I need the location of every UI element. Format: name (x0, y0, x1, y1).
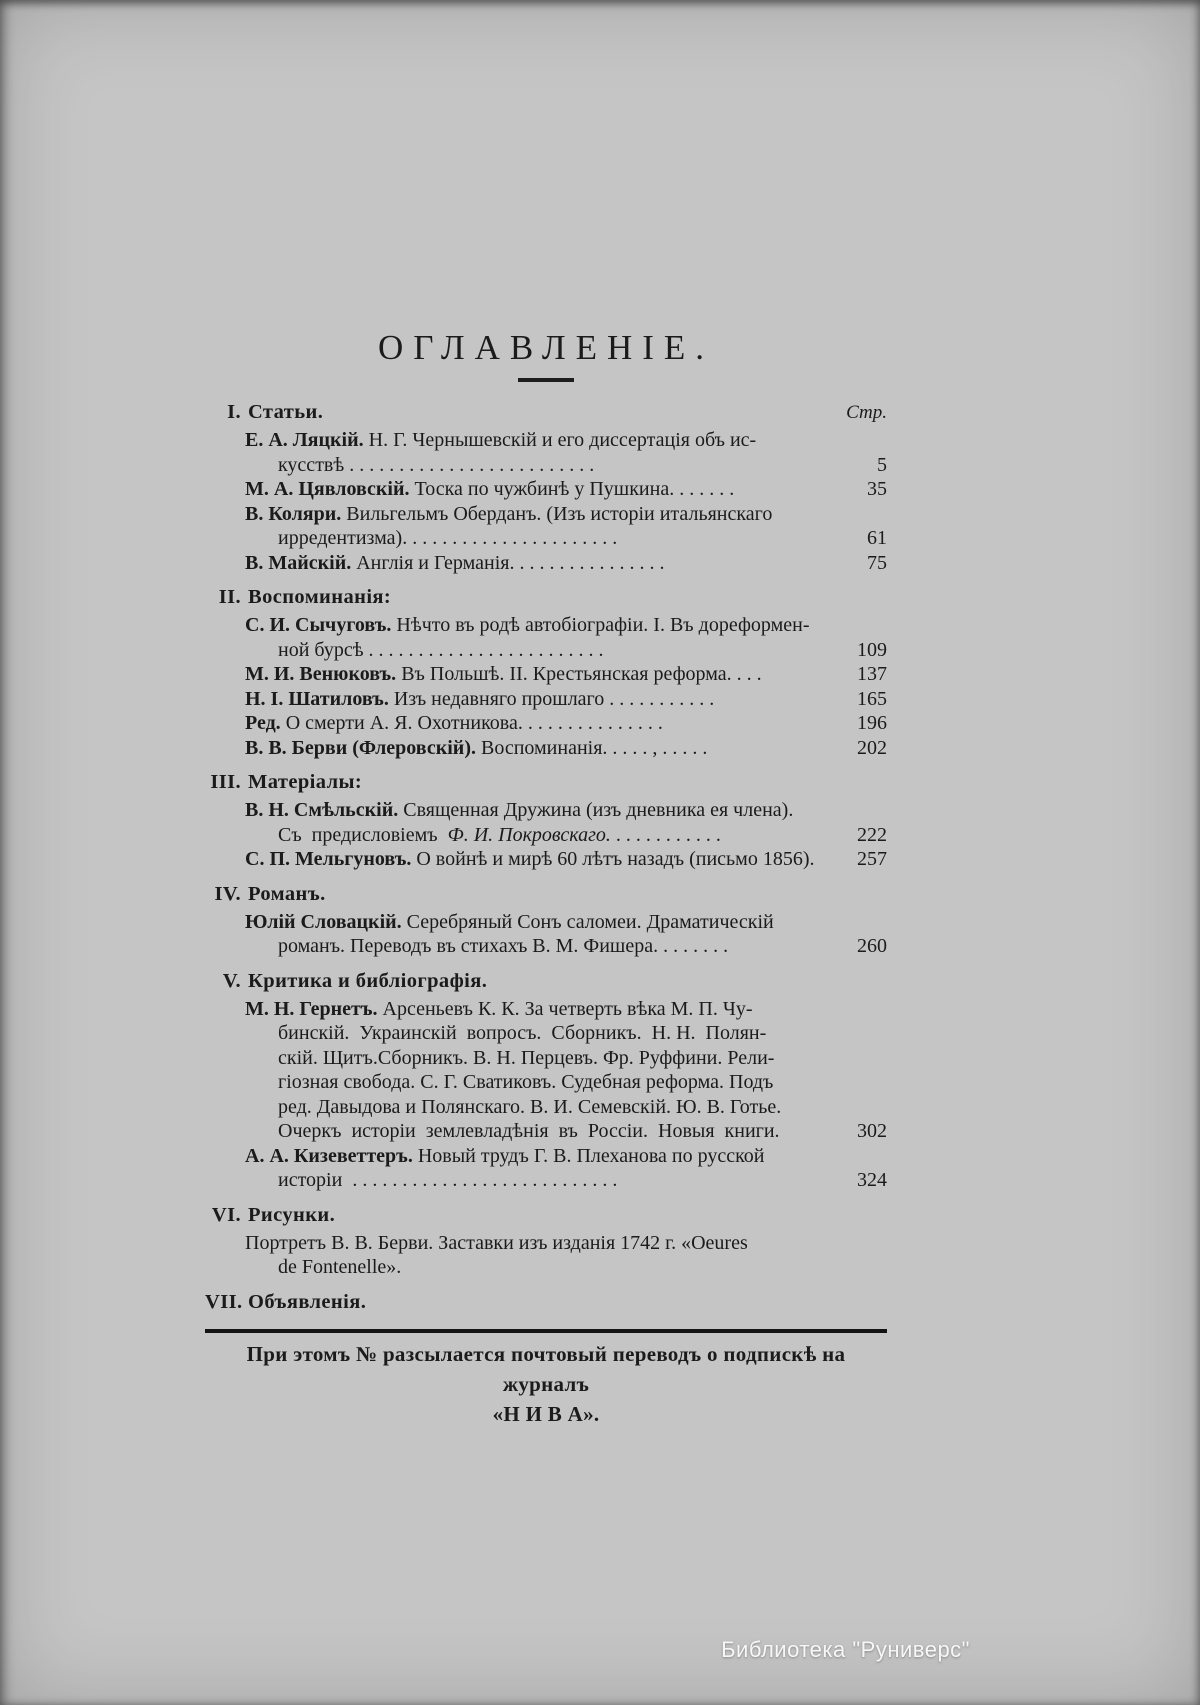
toc-line (205, 526, 887, 551)
section-heading-row (205, 585, 887, 610)
page-column-header: Стр. (846, 402, 887, 423)
entry-text: Арсеньевъ К. К. За четверть вѣка М. П. Чу- (377, 997, 753, 1020)
entry-text: Нѣчто въ родѣ автобіографіи. I. Въ дореформен- (391, 614, 810, 636)
toc-line-text (205, 1231, 748, 1256)
entry-text: Портретъ В. В. Берви. Заставки изъ изданія 1742 г. «Oeures (245, 1231, 748, 1254)
toc-line-text (205, 1168, 617, 1193)
toc-line (205, 1144, 887, 1169)
page-number: 61 (867, 527, 887, 549)
author-name: С. И. Сычуговъ. (245, 614, 392, 636)
toc-line (205, 798, 887, 823)
toc-line (205, 910, 887, 935)
toc-section (205, 1290, 887, 1315)
toc-line-text (205, 551, 664, 576)
footer-note-line2: «Н И В А». (492, 1401, 600, 1426)
toc-line-text (205, 1046, 774, 1071)
author-name: В. Майскій. (245, 551, 352, 574)
page-number: 222 (857, 823, 887, 846)
section-heading-row (205, 882, 887, 907)
toc-line-text (205, 1021, 766, 1046)
toc-line (205, 687, 887, 712)
section-heading-row (205, 400, 887, 425)
toc-content (205, 328, 887, 1429)
toc-line (205, 502, 887, 527)
italic-name: Ф. И. Покровскаго. (447, 823, 611, 846)
entry-text: Вильгельмъ Оберданъ. (Изъ исторіи итальянскаго (341, 502, 773, 525)
entry-text: Изъ недавняго прошлаго . . . . . . . . . . . (388, 687, 715, 710)
toc-line (205, 847, 887, 872)
toc-line (205, 997, 887, 1022)
toc-line-text (205, 847, 814, 872)
section-number: VII. (205, 1290, 243, 1313)
section-heading: Воспоминанія: (248, 586, 392, 608)
page-number: 35 (867, 478, 887, 500)
toc-line-text (205, 1144, 764, 1169)
toc-line-text (205, 453, 594, 478)
section-heading: Критика и библіографія. (248, 969, 488, 992)
section-heading: Рисунки. (248, 1203, 336, 1226)
toc-line-text (205, 736, 707, 761)
page-number: 75 (867, 551, 887, 574)
page-number: 324 (857, 1169, 887, 1191)
toc-line-text (205, 662, 762, 687)
entry-text: кусствѣ . . . . . . . . . . . . . . . . . . . . . . . . . (278, 453, 595, 476)
page-number: 109 (857, 638, 887, 661)
entry-text: бинскій. Украинскій вопросъ. Сборникъ. Н. Н. Полян- (278, 1022, 767, 1044)
entry-text: Въ Польшѣ. II. Крестьянская реформа. . . . (396, 663, 762, 685)
toc-line (205, 662, 887, 687)
entry-text: ирредентизма). . . . . . . . . . . . . . . . . . . . . . (278, 527, 618, 549)
toc-line-text (205, 502, 772, 527)
page-number: 196 (857, 712, 887, 734)
toc-line (205, 638, 887, 663)
author-name: А. А. Кизеветтеръ. (245, 1144, 413, 1167)
toc-line (205, 1070, 887, 1095)
toc-line (205, 477, 887, 502)
toc-section (205, 400, 887, 575)
toc-line (205, 1095, 887, 1120)
toc-line-text (205, 1255, 401, 1280)
toc-line (205, 1231, 887, 1256)
entry-text: исторіи . . . . . . . . . . . . . . . . . . . . . . . . . . . (278, 1169, 618, 1191)
entry-text: Англія и Германія. . . . . . . . . . . . . . . . (351, 551, 665, 574)
author-name: В. Н. Смѣльскій. (245, 799, 399, 821)
toc-line-text (205, 687, 714, 712)
toc-line-text (205, 798, 793, 823)
watermark: Библиотека "Руниверс" (721, 1637, 970, 1662)
toc-line (205, 823, 887, 848)
toc-line (205, 711, 887, 736)
entry-text: Тоска по чужбинѣ у Пушкина. . . . . . . (409, 478, 735, 500)
toc-line (205, 1168, 887, 1193)
section-number: I. (227, 401, 241, 423)
author-name: Н. І. Шатиловъ. (245, 687, 389, 710)
toc-line-text (205, 638, 604, 663)
page-number: 165 (857, 687, 887, 710)
toc-line (205, 1046, 887, 1071)
toc-line-text (205, 477, 734, 502)
toc-section (205, 770, 887, 872)
author-name: В. В. Берви (Флеровскій). (245, 736, 476, 759)
author-name: Ред. (245, 712, 281, 734)
toc-line-text (205, 711, 663, 736)
page-title: ОГЛАВЛЕНІЕ. (377, 328, 715, 367)
toc-line (205, 934, 887, 959)
toc-section (205, 969, 887, 1193)
page-number: 137 (857, 663, 887, 685)
entry-text: О войнѣ и мирѣ 60 лѣтъ назадъ (письмо 1856). (411, 848, 815, 870)
toc-line (205, 1119, 887, 1144)
toc-line (205, 551, 887, 576)
page-number: 5 (877, 453, 887, 476)
toc-line-text (205, 1070, 773, 1095)
entry-text: Новый трудъ Г. В. Плеханова по русской (412, 1144, 765, 1167)
section-heading: Матеріалы: (248, 771, 363, 793)
entry-text: Серебряный Сонъ саломеи. Драматическій (401, 910, 774, 933)
section-heading-row (205, 1290, 887, 1315)
toc-line-text (205, 997, 753, 1022)
page-number: 302 (857, 1120, 887, 1142)
section-number: V. (222, 969, 241, 992)
author-name: Е. А. Ляцкій. (245, 429, 364, 451)
entry-text: О смерти А. Я. Охотникова. . . . . . . . . . . . . . . (280, 712, 663, 734)
entry-text: ной бурсѣ . . . . . . . . . . . . . . . . . . . . . . . . (278, 638, 604, 661)
entry-text: . . . . . . . . . . . (610, 823, 721, 846)
author-name: В. Коляри. (245, 502, 342, 525)
page-number: 260 (857, 935, 887, 957)
entry-text: Съ предисловіемъ (278, 823, 448, 846)
author-name: М. А. Цявловскій. (245, 478, 410, 500)
toc-line-text (205, 428, 756, 453)
toc-line (205, 1255, 887, 1280)
section-heading-row (205, 770, 887, 795)
author-name: М. И. Венюковъ. (245, 663, 397, 685)
section-number: IV. (214, 882, 241, 905)
entry-text: романъ. Переводъ въ стихахъ В. М. Фишера. . . . . . . . (278, 935, 729, 957)
toc-section (205, 585, 887, 760)
page-number: 202 (857, 736, 887, 759)
entry-text: ред. Давыдова и Полянскаго. В. И. Семевскій. Ю. В. Готье. (278, 1095, 782, 1118)
section-heading: Объявленія. (248, 1290, 367, 1313)
toc-line-text (205, 1119, 780, 1144)
entry-text: Священная Дружина (изъ дневника ея члена). (398, 799, 794, 821)
toc-line (205, 453, 887, 478)
toc-line-text (205, 934, 728, 959)
toc-line (205, 736, 887, 761)
entry-text: de Fontenelle». (278, 1256, 402, 1278)
page-number: 257 (857, 848, 887, 870)
toc-line-text (205, 823, 721, 848)
toc-section (205, 882, 887, 959)
entry-text: скій. Щитъ.Сборникъ. В. Н. Перцевъ. Фр. Руффини. Рели- (278, 1046, 775, 1069)
author-name: С. П. Мельгуновъ. (245, 848, 412, 870)
section-heading-row (205, 1203, 887, 1228)
toc-line (205, 428, 887, 453)
toc-line-text (205, 1095, 781, 1120)
section-heading: Романъ. (248, 882, 326, 905)
section-number: III. (210, 771, 241, 793)
entry-text: Очеркъ исторіи землевладѣнія въ Россіи. Новыя книги. (278, 1120, 780, 1142)
section-number: II. (218, 586, 241, 608)
footer-note-line1: При этомъ № разсылается почтовый переводъ о подпискѣ на журналъ (246, 1341, 846, 1396)
author-name: М. Н. Гернетъ. (245, 997, 378, 1020)
footer-note (205, 1339, 887, 1429)
table-of-contents (205, 400, 887, 1315)
toc-line-text (205, 526, 617, 551)
toc-line (205, 1021, 887, 1046)
toc-line-text (205, 613, 810, 638)
toc-line-text (205, 910, 774, 935)
toc-section (205, 1203, 887, 1280)
section-number: VI. (211, 1203, 241, 1226)
entry-text: гіозная свобода. С. Г. Сватиковъ. Судебная реформа. Подъ (278, 1071, 774, 1093)
toc-line (205, 613, 887, 638)
section-heading: Статьи. (248, 401, 324, 423)
entry-text: Воспоминанія. . . . . , . . . . . (475, 736, 708, 759)
entry-text: Н. Г. Чернышевскій и его диссертація объ ис- (363, 429, 757, 451)
author-name: Юлій Словацкій. (245, 910, 402, 933)
title-rule (518, 378, 574, 382)
footer-rule (205, 1329, 887, 1333)
section-heading-row (205, 969, 887, 994)
